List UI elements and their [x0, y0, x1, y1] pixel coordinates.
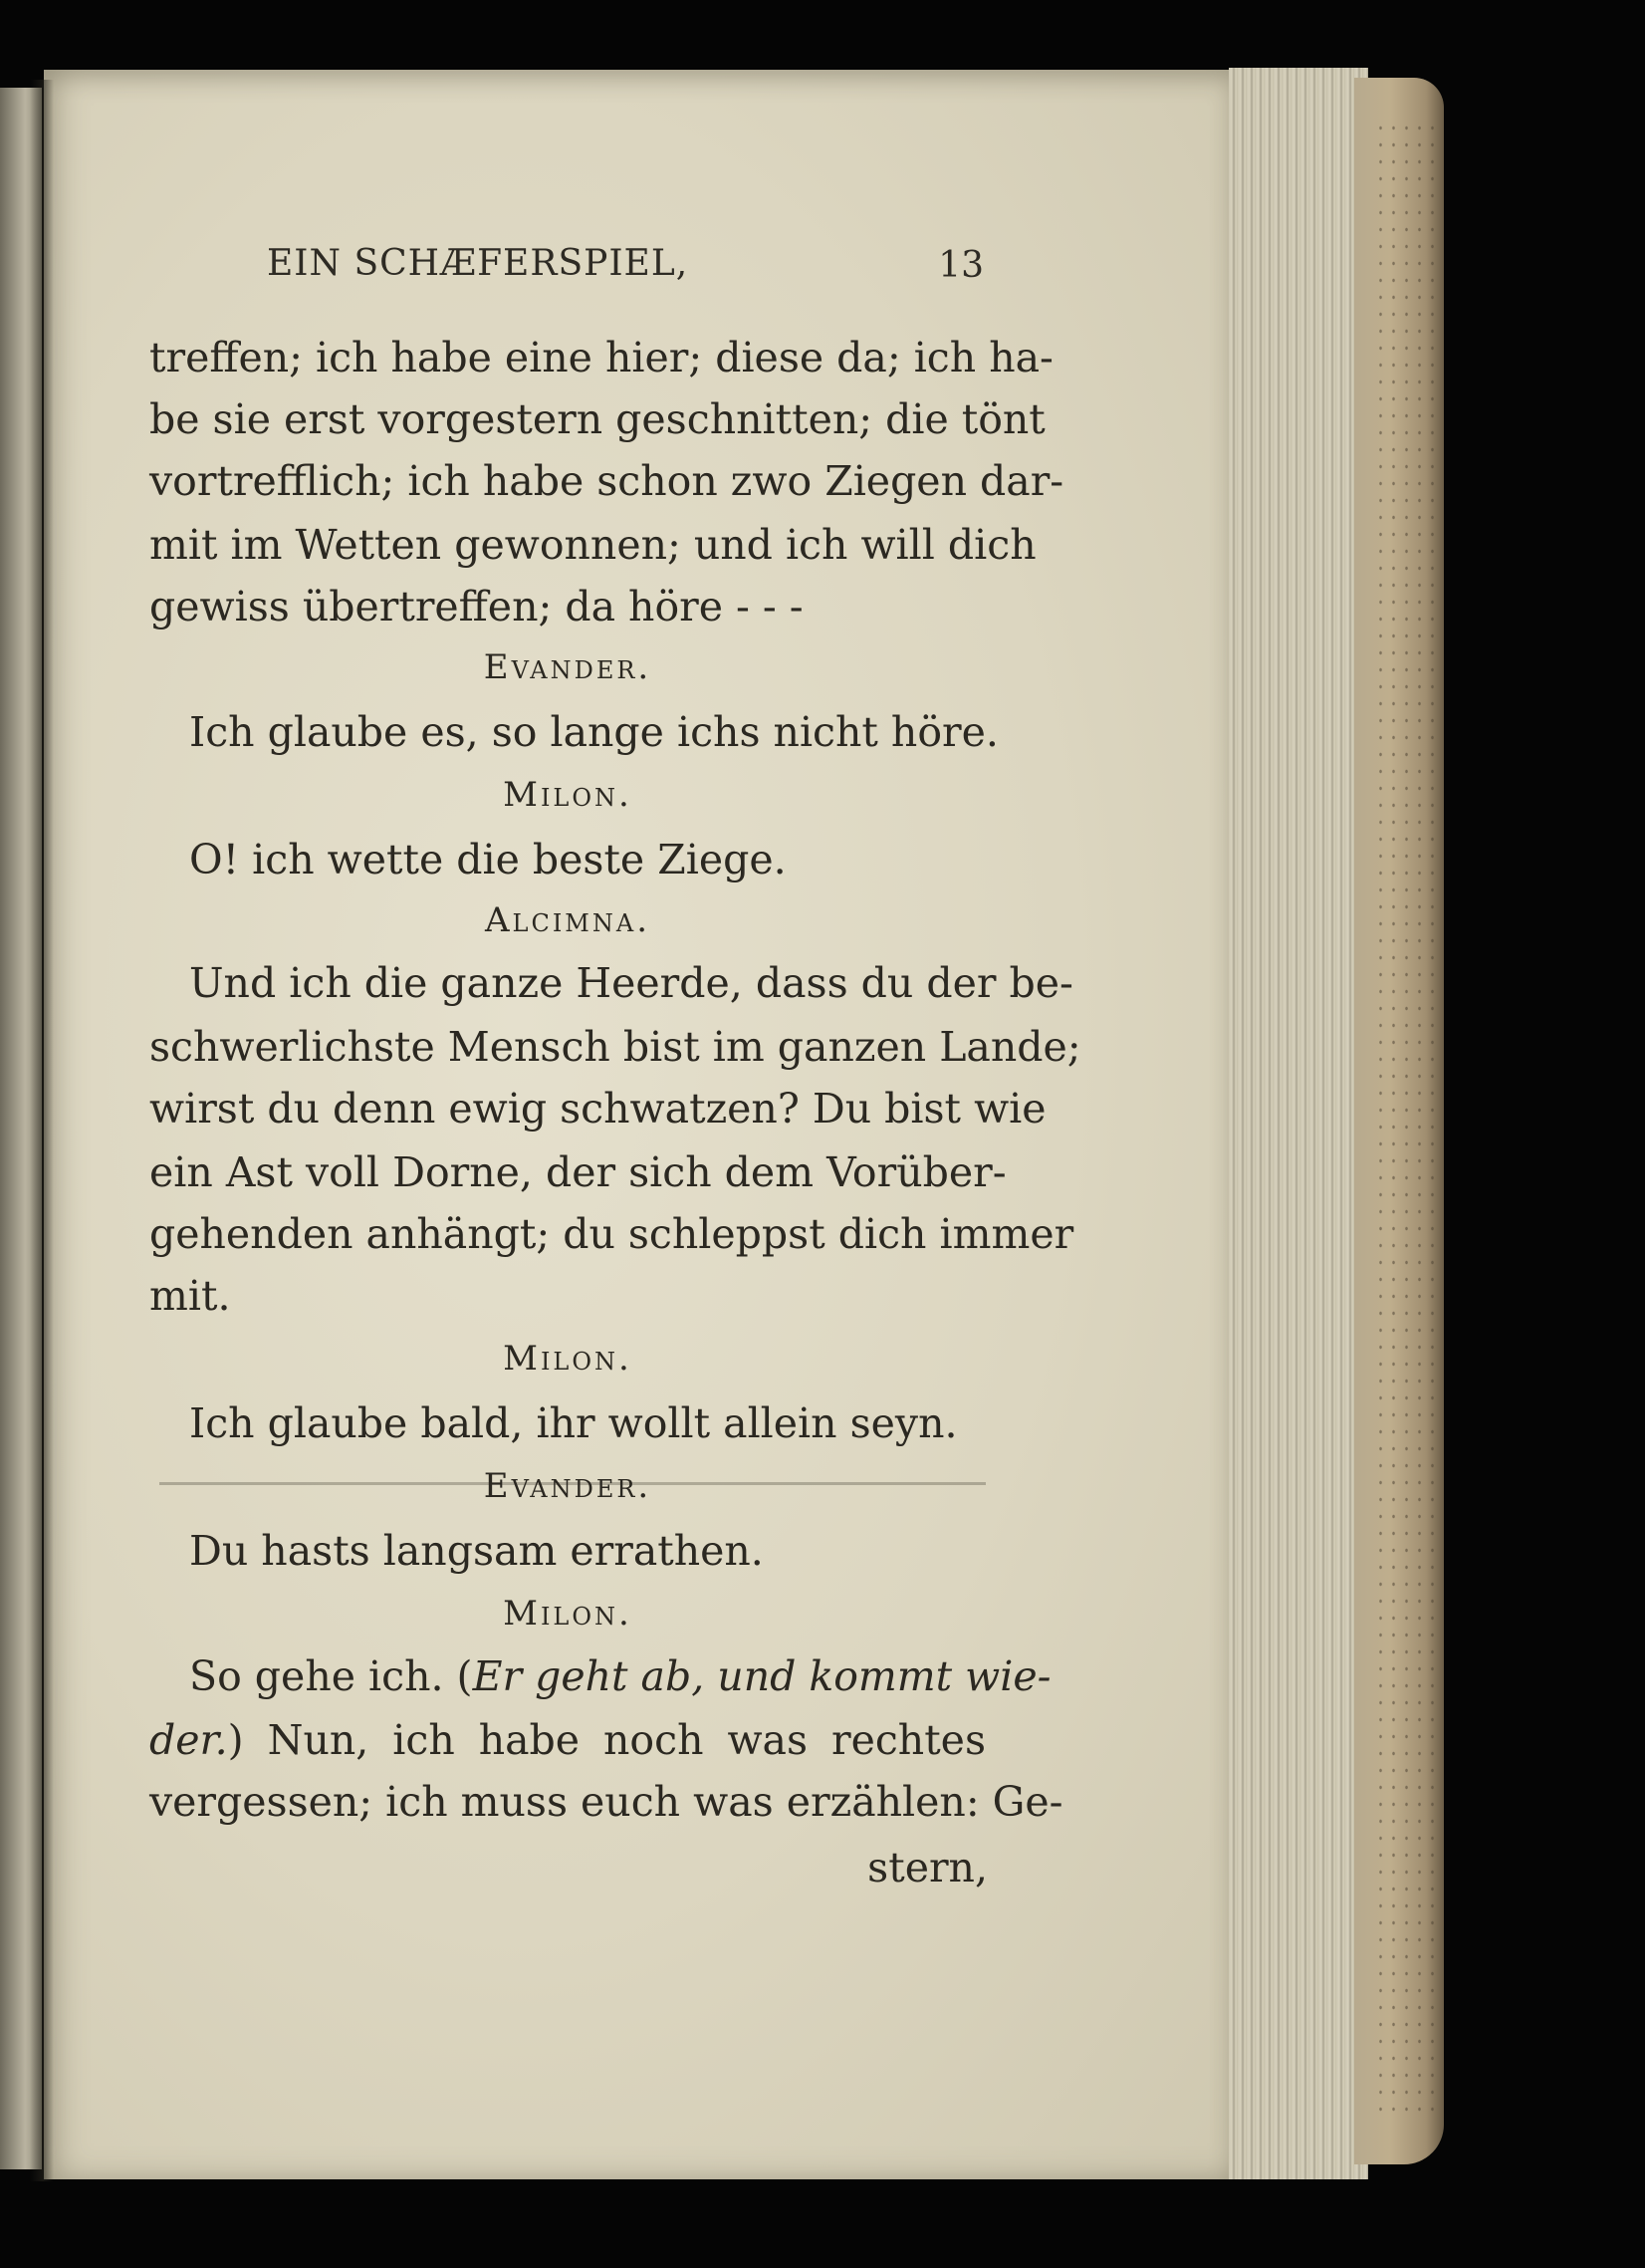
speech-line: ein Ast voll Dorne, der sich dem Vorüber-	[149, 1148, 1007, 1196]
running-title: EIN SCHÆFERSPIEL,	[267, 243, 689, 284]
text-line: gewiss übertreffen; da höre - - -	[149, 583, 804, 630]
speaker-name: Alcimna.	[484, 900, 651, 940]
text-line: vortrefflich; ich habe schon zwo Ziegen dar-	[149, 457, 1064, 505]
page-number: 13	[938, 245, 984, 286]
speaker-name: Evander.	[483, 1466, 652, 1506]
speech-line: O! ich wette die beste Ziege.	[189, 836, 787, 883]
speech-line: Ich glaube es, so lange ichs nicht höre.	[189, 708, 999, 756]
text-line: treffen; ich habe eine hier; diese da; ich ha-	[149, 334, 1054, 381]
speaker-name: Milon.	[503, 775, 632, 815]
text-line: mit im Wetten gewonnen; und ich will dich	[149, 521, 1037, 569]
speech-line: Und ich die ganze Heerde, dass du der be-	[189, 959, 1073, 1007]
speech-line: vergessen; ich muss euch was erzählen: Ge-	[149, 1778, 1063, 1826]
speech-line: mit.	[149, 1272, 231, 1320]
speech-line	[189, 1645, 1052, 1707]
speech-line: Du hasts langsam errathen.	[189, 1527, 764, 1575]
speaker-name: Milon.	[503, 1339, 632, 1379]
stage-direction: Er geht ab, und kommt wie-	[472, 1652, 1052, 1700]
page-block-edges	[1229, 68, 1368, 2179]
speech-line: Ich glaube bald, ihr wollt allein seyn.	[189, 1399, 958, 1447]
speaker-name: Evander.	[483, 647, 652, 687]
stage-direction: der.	[149, 1716, 228, 1764]
speaker-name: Milon.	[503, 1594, 632, 1634]
speech-text: So gehe ich. (	[189, 1652, 473, 1700]
fore-edge-speckle	[1374, 120, 1434, 2112]
running-head	[267, 243, 984, 301]
speech-line: schwerlichste Mensch bist im ganzen Lande;	[149, 1023, 1081, 1071]
speech-line: wirst du denn ewig schwatzen? Du bist wie	[149, 1085, 1047, 1133]
text-line: be sie erst vorgestern geschnitten; die tönt	[149, 395, 1046, 443]
speech-line	[149, 1709, 986, 1771]
catchword: stern,	[867, 1844, 988, 1891]
speech-text: ) Nun, ich habe noch was rechtes	[227, 1716, 986, 1764]
speech-line: gehenden anhängt; du schleppst dich immer	[149, 1210, 1074, 1258]
spine-shadow	[30, 80, 54, 2181]
